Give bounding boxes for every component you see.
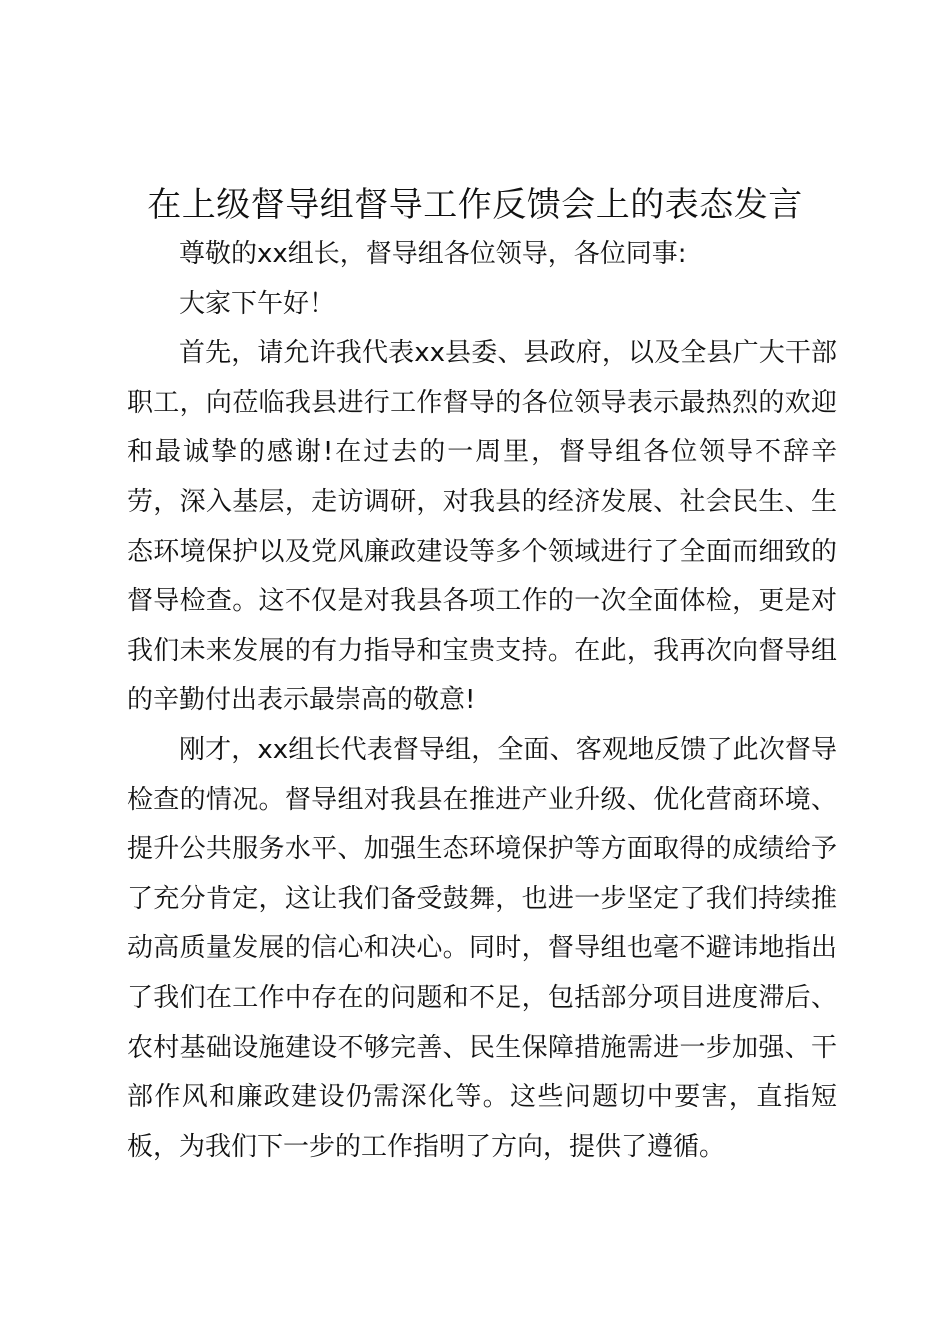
paragraph-feedback: 刚才，xx组长代表督导组，全面、客观地反馈了此次督导检查的情况。督导组对我县在推进产业升级、优化营商环境、提升公共服务水平、加强生态环境保护等方面取得的成绩给予了充分肯定，这让我们备受鼓舞，也进一步坚定了我们持续推动高质量发展的信心和决心。同时，督导组也毫不避讳地指出了我们在工作中存在的问题和不足，包括部分项目进度滞后、农村基础设施建设不够完善、民生保障措施需进一步加强、干部作风和廉政建设仍需深化等。这些问题切中要害，直指短板，为我们下一步的工作指明了方向，提供了遵循。 xyxy=(127,734,837,1162)
document-title: 在上级督导组督导工作反馈会上的表态发言 xyxy=(147,185,803,225)
paragraph-welcome: 首先，请允许我代表xx县委、县政府，以及全县广大干部职工，向莅临我县进行工作督导的各位领导表示最热烈的欢迎和最诚挚的感谢!在过去的一周里，督导组各位领导不辞辛劳，深入基层，走访调研，对我县的经济发展、社会民生、生态环境保护以及党风廉政建设等多个领域进行了全面而细致的督导检查。这不仅是对我县各项工作的一次全面体检，更是对我们未来发展的有力指导和宝贵支持。在此，我再次向督导组的辛勤付出表示最崇高的敬意! xyxy=(127,338,837,716)
salutation: 尊敬的xx组长，督导组各位领导，各位同事: xyxy=(179,239,687,269)
greeting: 大家下午好！ xyxy=(179,288,336,319)
document-body xyxy=(127,230,837,1172)
